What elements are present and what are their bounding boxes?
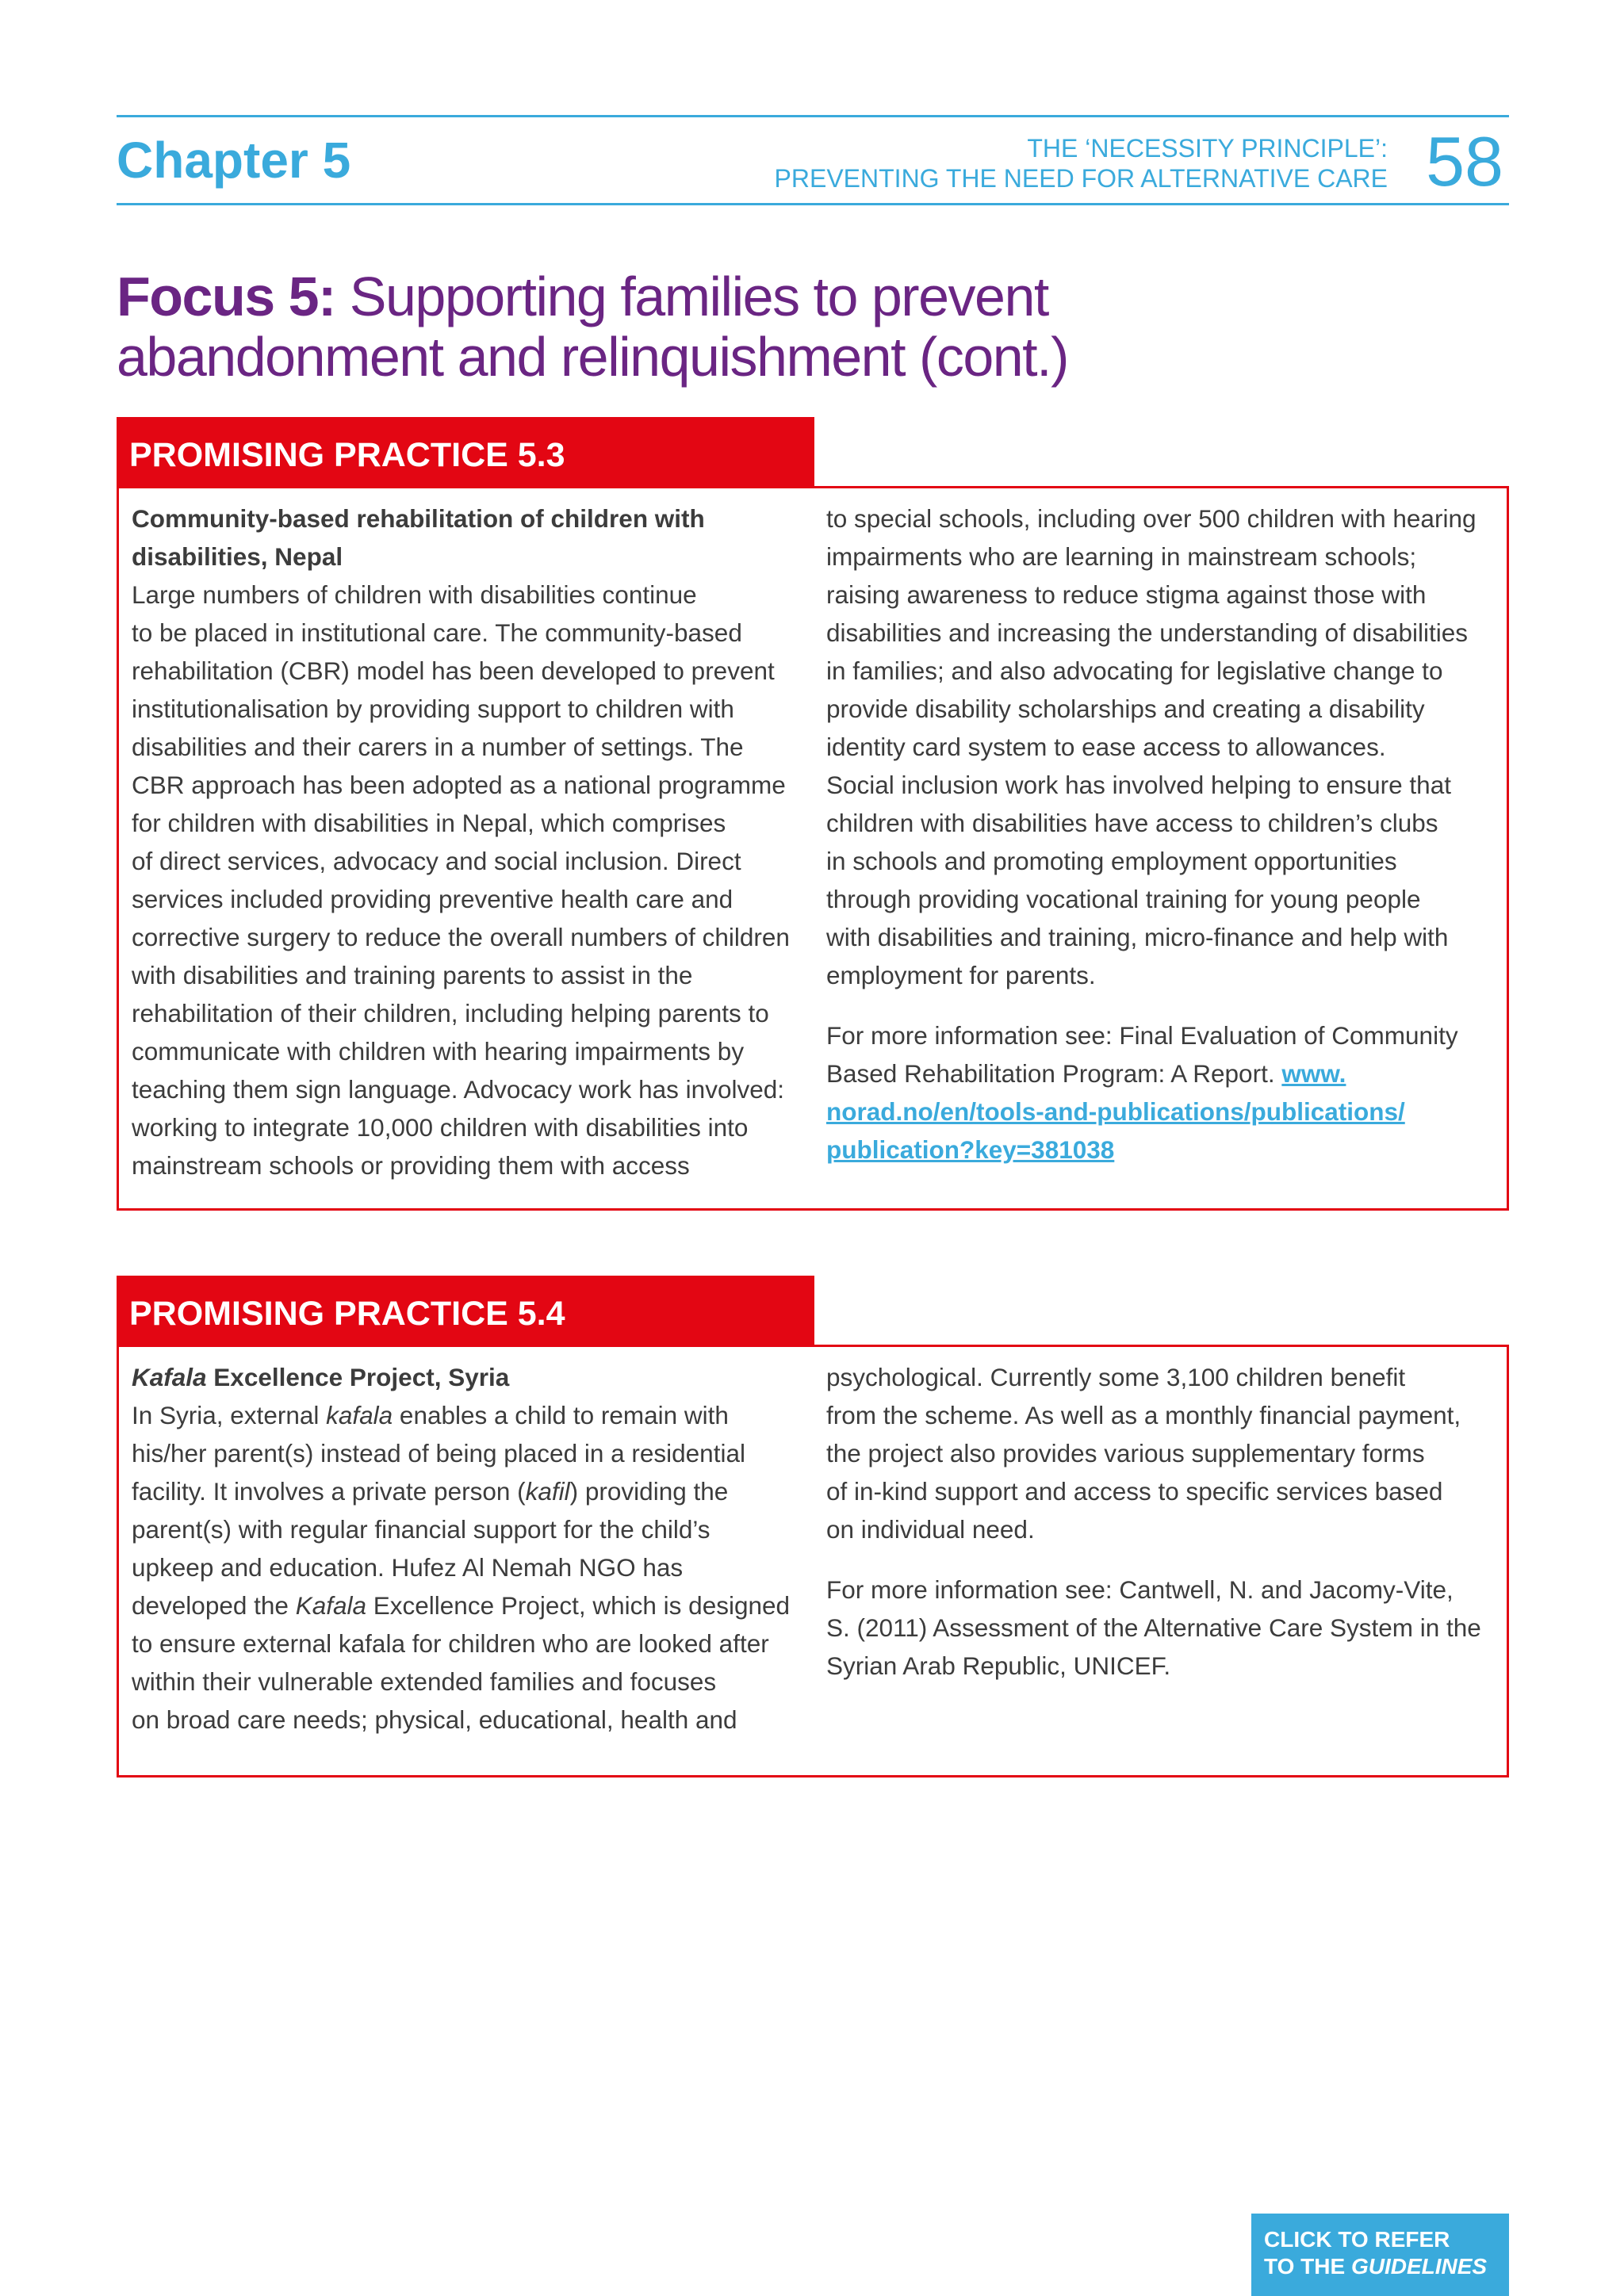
practice-5-4-title	[132, 1358, 814, 1396]
refer-button-italic: GUIDELINES	[1350, 2254, 1488, 2279]
text-line: employment for parents.	[826, 961, 1096, 989]
text-fragment-italic: kafil	[525, 1477, 570, 1506]
link-line-3: publication?key=381038	[826, 1135, 1115, 1164]
refer-button-line-2	[1264, 2253, 1496, 2280]
practice-5-4-more-info	[826, 1571, 1500, 1685]
focus-label: Focus 5:	[117, 266, 335, 327]
running-title-line-2: PREVENTING THE NEED FOR ALTERNATIVE CARE	[774, 164, 1388, 193]
more-info-line-1: For more information see: Final Evaluation of Community	[826, 1021, 1458, 1050]
practice-5-4-box	[117, 1345, 1509, 1777]
practice-5-3-more-info	[826, 1016, 1500, 1169]
practice-5-3-title-line-2: disabilities, Nepal	[132, 542, 343, 571]
text-line: with disabilities and training, micro-finance and help with	[826, 923, 1449, 951]
text-line: of direct services, advocacy and social inclusion. Direct	[132, 847, 741, 875]
practice-5-3-left-text	[132, 576, 814, 1184]
page-number: 58	[1426, 122, 1503, 201]
text-fragment-italic: Kafala	[295, 1591, 367, 1620]
text-line: to be placed in institutional care. The community-based	[132, 618, 742, 647]
practice-5-4-title-rest: Excellence Project, Syria	[206, 1363, 510, 1391]
text-line: provide disability scholarships and creating a disability	[826, 695, 1425, 723]
text-line: rehabilitation of their children, including helping parents to	[132, 999, 769, 1027]
text-line: corrective surgery to reduce the overall numbers of children	[132, 923, 790, 951]
text-line: communicate with children with hearing impairments by	[132, 1037, 745, 1066]
text-line: with disabilities and training parents to assist in the	[132, 961, 693, 989]
text-line: in schools and promoting employment opportunities	[826, 847, 1397, 875]
focus-title-line-2: abandonment and relinquishment (cont.)	[117, 326, 1068, 388]
text-line: from the scheme. As well as a monthly financial payment,	[826, 1401, 1461, 1429]
text-fragment: In Syria, external	[132, 1401, 327, 1429]
text-fragment: ) providing the	[569, 1477, 729, 1506]
text-fragment: Excellence Project, which is designed	[366, 1591, 791, 1620]
text-line: on broad care needs; physical, educational, health and	[132, 1705, 737, 1734]
text-fragment: enables a child to remain with	[393, 1401, 729, 1429]
practice-5-4-left-column	[132, 1358, 814, 1739]
text-line: services included providing preventive health care and	[132, 885, 733, 913]
text-line: institutionalisation by providing support to children with	[132, 695, 734, 723]
refer-to-guidelines-button[interactable]	[1251, 2214, 1509, 2296]
link-line-2: norad.no/en/tools-and-publications/publications/	[826, 1097, 1405, 1126]
text-line: For more information see: Cantwell, N. and Jacomy-Vite,	[826, 1575, 1454, 1604]
practice-5-3-title	[132, 499, 814, 576]
practice-5-3-right-column	[826, 499, 1500, 1169]
text-line	[132, 1472, 814, 1510]
practice-5-3-box	[117, 486, 1509, 1211]
practice-5-4-title-italic: Kafala	[132, 1363, 207, 1391]
text-line: working to integrate 10,000 children with disabilities into	[132, 1113, 749, 1142]
text-line	[132, 1396, 814, 1434]
text-line: of in-kind support and access to specific services based	[826, 1477, 1443, 1506]
text-line: to ensure external kafala for children who are looked after	[132, 1629, 769, 1658]
text-line: to special schools, including over 500 children with hearing	[826, 504, 1477, 533]
text-line: Social inclusion work has involved helping to ensure that	[826, 771, 1451, 799]
practice-5-3-heading: PROMISING PRACTICE 5.3	[117, 417, 814, 488]
text-line: mainstream schools or providing them with access	[132, 1151, 690, 1180]
text-line: S. (2011) Assessment of the Alternative Care System in the	[826, 1613, 1481, 1642]
text-line: within their vulnerable extended families and focuses	[132, 1667, 717, 1696]
text-fragment: developed the	[132, 1591, 296, 1620]
text-line: Large numbers of children with disabilities continue	[132, 580, 697, 609]
focus-title-line-1: Supporting families to prevent	[349, 266, 1048, 327]
text-line: through providing vocational training for young people	[826, 885, 1421, 913]
link-line-1: www.	[1281, 1059, 1346, 1088]
text-fragment-italic: kafala	[326, 1401, 393, 1429]
refer-button-prefix: TO THE	[1264, 2254, 1351, 2279]
text-line: disabilities and their carers in a number of settings. The	[132, 733, 744, 761]
practice-5-3-right-text	[826, 499, 1500, 994]
refer-button-line-1: CLICK TO REFER	[1264, 2227, 1450, 2252]
text-line: the project also provides various supplementary forms	[826, 1439, 1425, 1468]
text-line: parent(s) with regular financial support for the child’s	[132, 1515, 710, 1544]
text-line	[132, 1586, 814, 1624]
text-line: psychological. Currently some 3,100 children benefit	[826, 1363, 1406, 1391]
text-line: raising awareness to reduce stigma against those with	[826, 580, 1427, 609]
text-line: rehabilitation (CBR) model has been developed to prevent	[132, 656, 775, 685]
practice-5-3-left-column	[132, 499, 814, 1184]
text-line: in families; and also advocating for legislative change to	[826, 656, 1443, 685]
practice-5-4-heading: PROMISING PRACTICE 5.4	[117, 1276, 814, 1347]
text-line: disabilities and increasing the understanding of disabilities	[826, 618, 1469, 647]
text-line: on individual need.	[826, 1515, 1035, 1544]
chapter-title: Chapter 5	[117, 132, 351, 189]
focus-title	[117, 266, 1306, 387]
text-line: impairments who are learning in mainstream schools;	[826, 542, 1417, 571]
practice-5-4-right-text	[826, 1358, 1500, 1548]
text-line: teaching them sign language. Advocacy work has involved:	[132, 1075, 784, 1104]
more-info-line-2: Based Rehabilitation Program: A Report.	[826, 1059, 1275, 1088]
running-title	[775, 133, 1388, 193]
text-line: his/her parent(s) instead of being placed in a residential	[132, 1439, 745, 1468]
text-line: CBR approach has been adopted as a national programme	[132, 771, 786, 799]
practice-5-3-title-line-1: Community-based rehabilitation of children with	[132, 504, 705, 533]
running-title-line-1: THE ‘NECESSITY PRINCIPLE’:	[1027, 134, 1388, 163]
text-line: children with disabilities have access to children’s clubs	[826, 809, 1438, 837]
text-line: Syrian Arab Republic, UNICEF.	[826, 1651, 1171, 1680]
text-line: upkeep and education. Hufez Al Nemah NGO has	[132, 1553, 684, 1582]
text-line: identity card system to ease access to allowances.	[826, 733, 1386, 761]
text-fragment: facility. It involves a private person (	[132, 1477, 526, 1506]
header-top-rule	[117, 115, 1509, 117]
text-line: for children with disabilities in Nepal, which comprises	[132, 809, 726, 837]
header-bottom-rule	[117, 203, 1509, 205]
practice-5-4-right-column	[826, 1358, 1500, 1685]
